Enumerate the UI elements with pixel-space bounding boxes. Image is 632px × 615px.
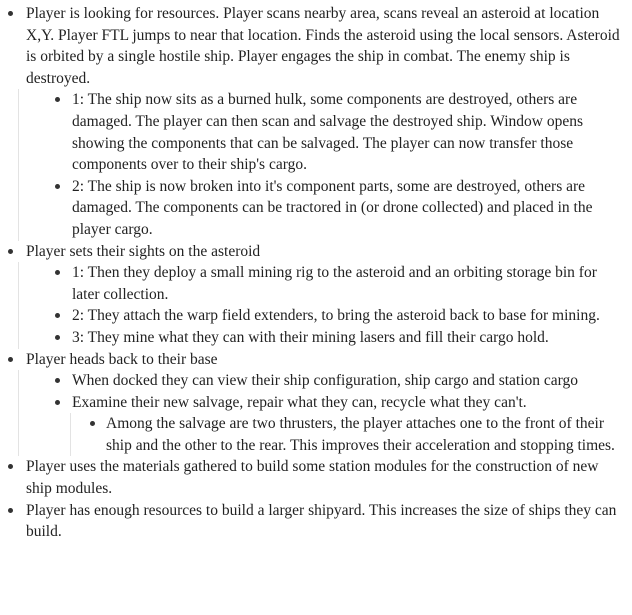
- list-item-text: Player sets their sights on the asteroid: [26, 242, 261, 260]
- list-item-text: Among the salvage are two thrusters, the player attaches one to the front of their ship and the other to the rear. This improves their acceleration and stopping times.: [106, 415, 615, 454]
- list-item: [82, 413, 628, 456]
- list-item: [46, 262, 628, 305]
- indent-guide: [18, 89, 19, 240]
- list-item-text: Player is looking for resources. Player scans nearby area, scans reveal an asteroid at location X,Y. Player FTL jumps to near that location. Finds the asteroid using the local sensors. Asteroid is orbited by a single hostile ship. Player engages the ship in combat. The enemy ship is destroyed.: [26, 5, 620, 87]
- indent-guide: [18, 262, 19, 348]
- sub-list: [10, 262, 628, 348]
- bullet-icon: [55, 313, 60, 318]
- list-item-text: Player uses the materials gathered to build some station modules for the construction of new ship modules.: [26, 458, 599, 498]
- list-item: [0, 241, 632, 349]
- list-item-text: Examine their new salvage, repair what they can, recycle what they can't.: [72, 393, 527, 411]
- bullet-list: [0, 3, 632, 543]
- indent-guide: [18, 370, 19, 456]
- list-item: [0, 3, 632, 241]
- list-item: [46, 392, 628, 457]
- bullet-icon: [55, 184, 60, 189]
- list-item: [0, 500, 632, 543]
- bullet-icon: [55, 270, 60, 275]
- list-item-text: When docked they can view their ship configuration, ship cargo and station cargo: [72, 372, 579, 390]
- bullet-icon: [55, 378, 60, 383]
- list-item: [0, 456, 632, 499]
- document-body: [0, 3, 632, 543]
- bullet-icon: [8, 11, 13, 16]
- list-item-text: 2: They attach the warp field extenders, to bring the asteroid back to base for mining.: [72, 307, 600, 325]
- list-item-text: 2: The ship is now broken into it's component parts, some are destroyed, others are damaged. The components can be tractored in (or drone collected) and placed in the player cargo.: [72, 177, 593, 238]
- list-item: [0, 349, 632, 457]
- bullet-icon: [8, 464, 13, 469]
- bullet-icon: [8, 357, 13, 362]
- bullet-icon: [55, 335, 60, 340]
- list-item-text: Player heads back to their base: [26, 350, 218, 368]
- list-item-text: 1: The ship now sits as a burned hulk, some components are destroyed, others are damaged. The player can then scan and salvage the destroyed ship. Window opens showing the components that can be salvaged. The player can now transfer those components over to their ship's cargo.: [72, 91, 584, 174]
- list-item: [46, 305, 628, 327]
- list-item: [46, 176, 628, 241]
- list-item: [46, 327, 628, 349]
- indent-guide: [70, 413, 71, 456]
- sub-list: [10, 89, 628, 240]
- list-item: [46, 89, 628, 175]
- bullet-icon: [55, 400, 60, 405]
- sub-sub-list: [70, 413, 628, 456]
- list-item: [46, 370, 628, 392]
- bullet-icon: [90, 421, 95, 426]
- list-item-text: Player has enough resources to build a larger shipyard. This increases the size of ships they can build.: [26, 501, 617, 541]
- bullet-icon: [8, 508, 13, 513]
- sub-list: [10, 370, 628, 456]
- bullet-icon: [55, 97, 60, 102]
- list-item-text: 1: Then they deploy a small mining rig to the asteroid and an orbiting storage bin for later collection.: [72, 264, 597, 303]
- list-item-text: 3: They mine what they can with their mining lasers and fill their cargo hold.: [72, 328, 549, 346]
- bullet-icon: [8, 249, 13, 254]
